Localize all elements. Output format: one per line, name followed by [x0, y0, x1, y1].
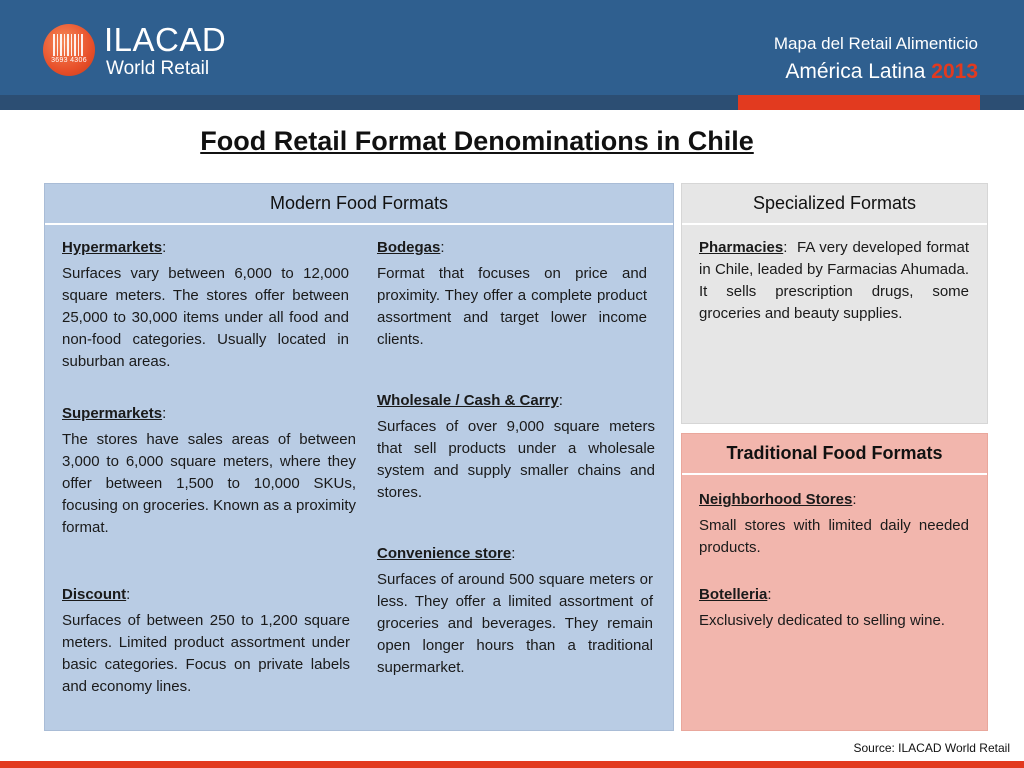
- entry-bodegas: Bodegas: Format that focuses on price and proximity. They offer a complete product assortment and target lower income clients.: [377, 237, 647, 351]
- header-accent-bar: [738, 95, 980, 110]
- entry-label: Bodegas: [377, 239, 441, 256]
- entry-body: Surfaces of over 9,000 square meters that sell products under a wholesale system and supply smaller chains and stores.: [377, 418, 655, 501]
- entry-body: Surfaces of between 250 to 1,200 square meters. Limited product assortment under basic categories. Focus on private labels and economy lines.: [62, 612, 350, 695]
- footer-accent-bar: [0, 761, 1024, 768]
- entry-body: Exclusively dedicated to selling wine.: [699, 612, 945, 629]
- entry-text: FA very developed format in Chile, leaded by Farmacias Ahumada. It sells prescription drugs, some groceries and beauty supplies.: [699, 239, 969, 322]
- specialized-formats-heading: Specialized Formats: [682, 184, 987, 225]
- traditional-formats-panel: [681, 433, 988, 731]
- header-title-line2: [785, 60, 978, 84]
- entry-body: The stores have sales areas of between 3,000 to 6,000 square meters, where they offer between 1,500 to 10,000 SKUs, focusing on groceries. Known as a proximity format.: [62, 431, 356, 536]
- entry-label: Convenience store: [377, 545, 512, 562]
- entry-label: Supermarkets: [62, 405, 163, 422]
- page-title: Food Retail Format Denominations in Chile: [200, 126, 754, 156]
- entry-botelleria: Botelleria: Exclusively dedicated to selling wine.: [699, 584, 969, 632]
- entry-body: Surfaces vary between 6,000 to 12,000 square meters. The stores offer between 25,000 to 30,000 items under all food and non-food categories. Usually located in suburban areas.: [62, 265, 349, 370]
- entry-pharmacies: [699, 237, 969, 325]
- entry-body: Format that focuses on price and proximity. They offer a complete product assortment and target lower income clients.: [377, 265, 647, 348]
- traditional-formats-heading: Traditional Food Formats: [682, 434, 987, 475]
- brand-name: ILACAD: [104, 21, 227, 58]
- entry-body: Small stores with limited daily needed products.: [699, 517, 969, 556]
- entry-label: Discount: [62, 586, 127, 603]
- header-title-line1: Mapa del Retail Alimenticio: [773, 34, 978, 53]
- brand-subtitle: World Retail: [106, 58, 210, 79]
- entry-label: Botelleria: [699, 586, 768, 603]
- entry-discount: Discount: Surfaces of between 250 to 1,200 square meters. Limited product assortment under basic categories. Focus on private labels and economy lines.: [62, 584, 350, 698]
- entry-body: Pharmacies: FA very developed format in Chile, leaded by Farmacias Ahumada. It sells prescription drugs, some groceries and beauty supplies.: [699, 239, 969, 322]
- logo-digits: 3693 4306: [51, 57, 87, 64]
- entry-label: Wholesale / Cash & Carry: [377, 392, 559, 409]
- entry-convenience-store: Convenience store: Surfaces of around 500 square meters or less. They offer a limited assortment of groceries and beverages. They remain open longer hours than a traditional supermarket.: [377, 543, 653, 679]
- entry-label: Hypermarkets: [62, 239, 163, 256]
- entry-wholesale: Wholesale / Cash & Carry: Surfaces of over 9,000 square meters that sell products under a wholesale system and supply smaller chains and stores.: [377, 390, 655, 504]
- entry-label: Neighborhood Stores: [699, 491, 853, 508]
- entry-hypermarkets: Hypermarkets: Surfaces vary between 6,000 to 12,000 square meters. The stores offer between 25,000 to 30,000 items under all food and non-food categories. Usually located in suburban areas.: [62, 237, 349, 373]
- header-title-year: 2013: [931, 60, 978, 83]
- modern-formats-heading: Modern Food Formats: [45, 184, 673, 225]
- ilacad-logo-icon: [43, 24, 95, 76]
- entry-supermarkets: Supermarkets: The stores have sales areas of between 3,000 to 6,000 square meters, where they offer between 1,500 to 10,000 SKUs, focusing on groceries. Known as a proximity format.: [62, 403, 356, 539]
- entry-neighborhood-stores: Neighborhood Stores: Small stores with limited daily needed products.: [699, 489, 969, 559]
- entry-body: Surfaces of around 500 square meters or less. They offer a limited assortment of groceries and beverages. They remain open longer hours than a traditional supermarket.: [377, 571, 653, 676]
- header-title-region: América Latina: [785, 60, 926, 83]
- entry-label: Pharmacies: [699, 239, 784, 256]
- source-caption: Source: ILACAD World Retail: [853, 741, 1010, 755]
- barcode-icon: [53, 34, 85, 56]
